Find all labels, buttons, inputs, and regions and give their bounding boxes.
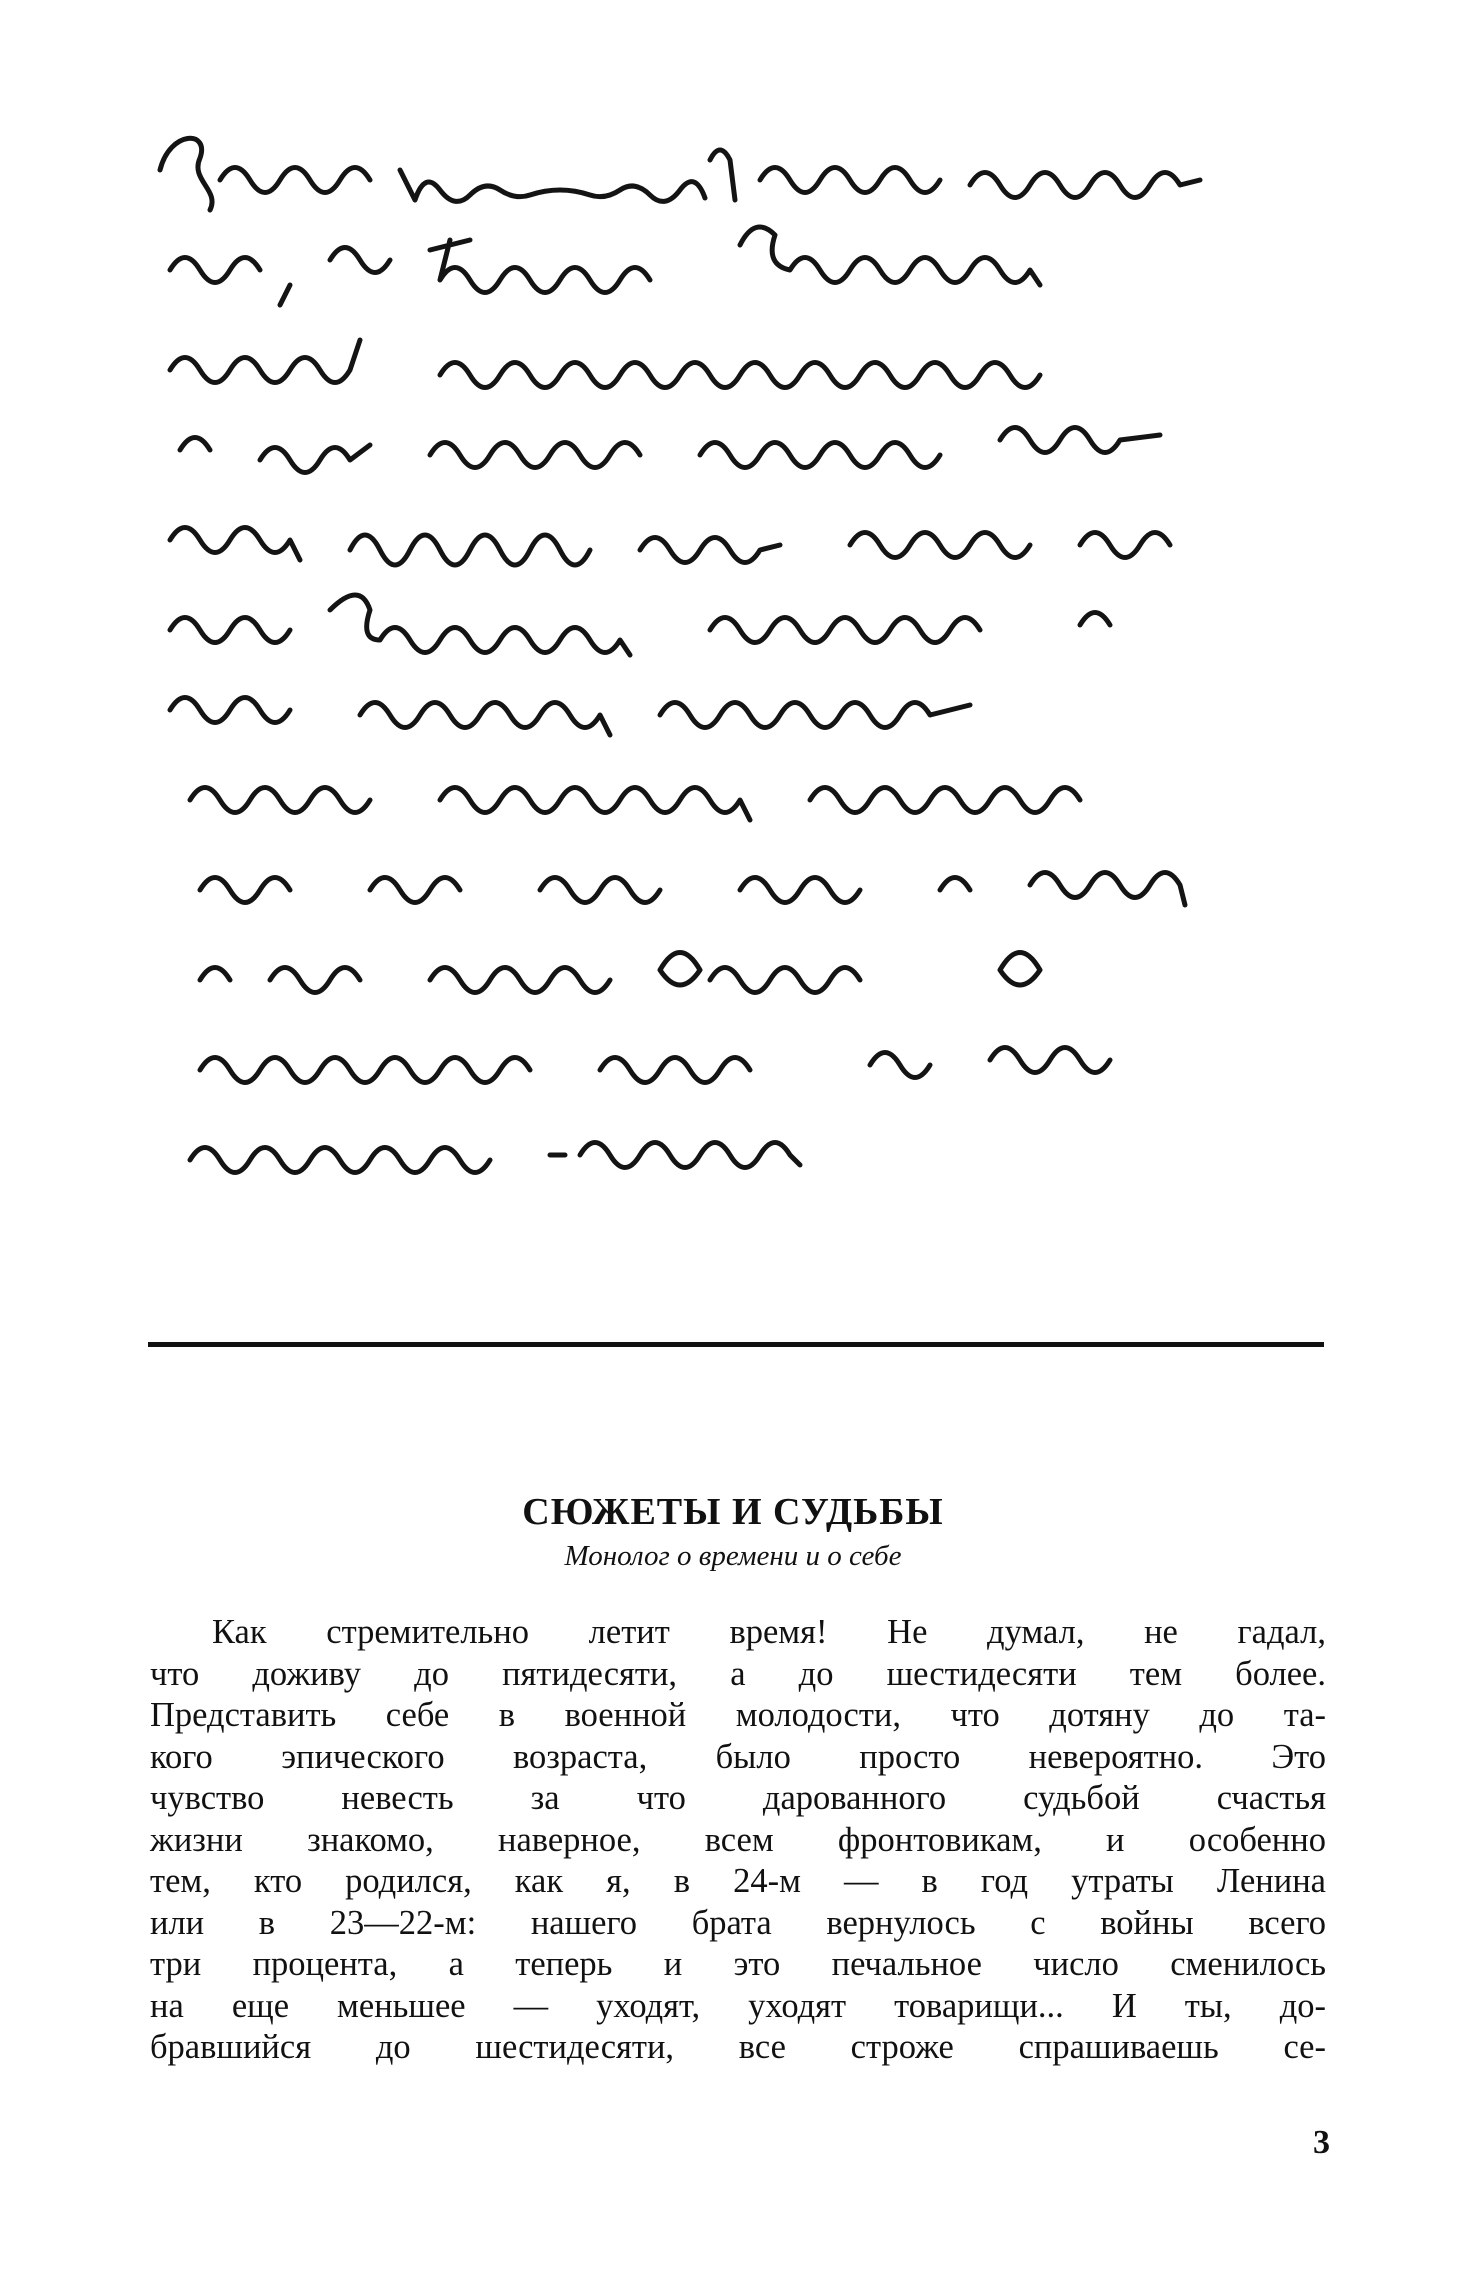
section-divider <box>148 1342 1324 1347</box>
body-line: жизни знакомо, наверное, всем фронтовикам, и особенно <box>150 1820 1326 1859</box>
body-line: на еще меньшее — уходят, уходят товарищи... И ты, до- <box>150 1986 1326 2025</box>
body-line: тем, кто родился, как я, в 24-м — в год утраты Ленина <box>150 1862 1326 1900</box>
chapter-title: СЮЖЕТЫ И СУДЬБЫ <box>522 1491 944 1533</box>
chapter-subtitle: Монолог о времени и о себе <box>564 1540 902 1572</box>
body-line: кого эпического возраста, было просто невероятно. Это <box>150 1737 1326 1776</box>
handwriting-line-2 <box>170 227 1040 305</box>
handwriting-line-10 <box>200 953 1040 993</box>
body-line: что доживу до пятидесяти, а до шестидесяти тем более. <box>150 1654 1326 1693</box>
handwriting-line-6 <box>170 595 1110 655</box>
handwriting-line-4 <box>180 428 1160 473</box>
page-number: 3 <box>1313 2124 1330 2161</box>
handwriting-line-7 <box>170 698 970 736</box>
body-line: три процента, а теперь и это печальное число сменилось <box>150 1945 1326 1983</box>
handwriting-line-5 <box>170 528 1170 566</box>
handwriting-line-8 <box>190 788 1080 821</box>
handwriting-line-1 <box>160 138 1200 210</box>
body-line: Представить себе в военной молодости, что дотяну до та- <box>150 1696 1326 1734</box>
handwritten-manuscript <box>150 110 1330 1230</box>
handwriting-line-12 <box>190 1143 800 1173</box>
handwriting-line-11 <box>200 1048 1110 1083</box>
handwriting-line-9 <box>200 873 1185 906</box>
body-line: чувство невесть за что дарованного судьбой счастья <box>150 1779 1326 1817</box>
handwriting-image <box>150 110 1330 1230</box>
body-text <box>150 1612 1326 2069</box>
body-line: или в 23—22-м: нашего брата вернулось с войны всего <box>150 1903 1326 1942</box>
body-line: Как стремительно летит время! Не думал, не гадал, <box>212 1613 1326 1651</box>
body-line: бравшийся до шестидесяти, все строже спрашиваешь се- <box>150 2028 1326 2066</box>
handwriting-line-3 <box>170 340 1040 388</box>
